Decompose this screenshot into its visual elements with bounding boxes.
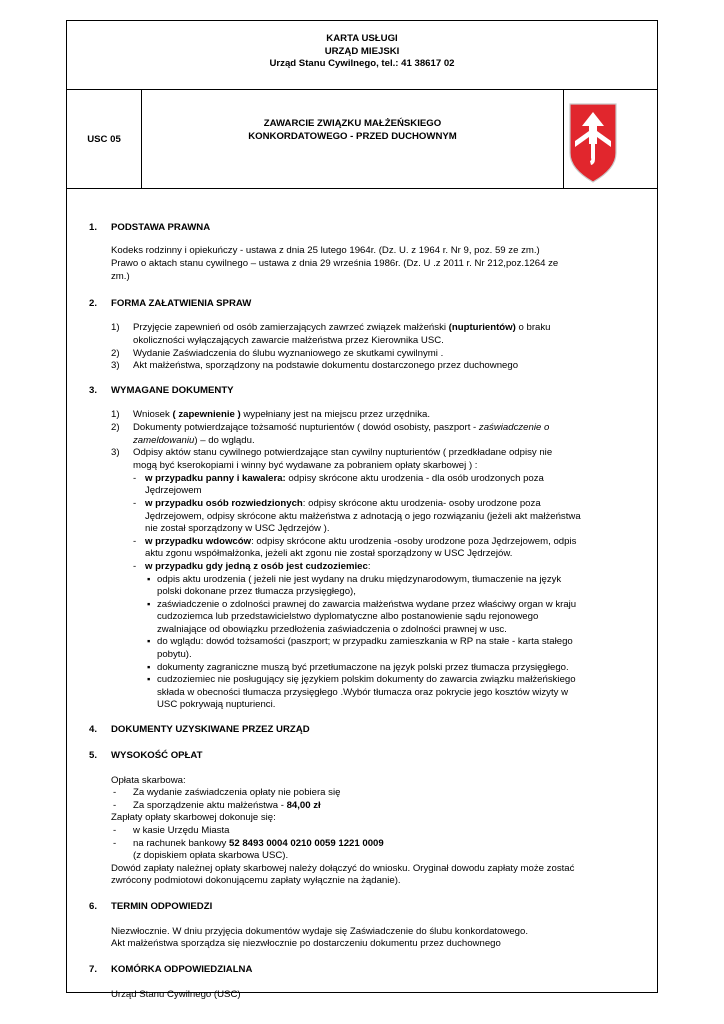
section-title: WYMAGANE DOKUMENTY [111,385,234,396]
list-number: 3) [111,360,120,371]
list-number: 1) [111,322,120,333]
list-item: Przyjęcie zapewnień od osób zamierzających zawrzeć związek małżeński (nupturientów) o braku [133,322,551,333]
legal-basis-line: zm.) [111,271,130,282]
dash-marker: - [113,787,117,798]
card-title: KARTA USŁUGI [326,33,398,44]
dash-marker: - [133,498,137,509]
deadline-line: Akt małżeństwa sporządza się niezwłocznie po dostarczeniu dokumentu przez duchownego [111,938,501,949]
bullet-item: cudzoziemiec nie posługujący się językiem polskim dokumenty do zawarcia związku małżeńskiego [157,674,576,685]
section-title: TERMIN ODPOWIEDZI [111,901,213,912]
list-number: 3) [111,447,120,458]
header-service [67,90,657,189]
dash-marker: - [113,838,117,849]
bullet-marker: ▪ [147,636,151,647]
legal-basis-line: Prawo o aktach stanu cywilnego – ustawa z dnia 29 września 1986r. (Dz. U .z 2011 r. Nr 212,poz.1264 ze [111,258,559,269]
bullet-item: do wglądu: dowód tożsamości (paszport; w przypadku zamieszkania w RP na stałe - karta stałego [157,636,573,647]
fee-line: Zapłaty opłaty skarbowej dokonuje się: [111,812,276,823]
service-title [142,90,564,188]
service-title-line2: KONKORDATOWEGO - PRZED DUCHOWNYM [248,130,457,142]
bank-account-line: na rachunek bankowy 52 8493 0004 0210 0059 1221 0009 [133,838,384,849]
section-title: KOMÓRKA ODPOWIEDZIALNA [111,964,253,975]
section-title: PODSTAWA PRAWNA [111,222,211,233]
dash-marker: - [133,473,137,484]
responsible-unit: Urząd Stanu Cywilnego (USC) [111,989,241,1000]
bullet-item: dokumenty zagraniczne muszą być przetłumaczone na język polski przez tłumacza przysięgłego. [157,662,569,673]
fee-line: Za sporządzenie aktu małżeństwa - 84,00 zł [133,800,321,811]
section-title: FORMA ZAŁATWIENIA SPRAW [111,298,252,309]
bullet-marker: ▪ [147,662,151,673]
legal-basis-line: Kodeks rodzinny i opiekuńczy - ustawa z dnia 25 lutego 1964r. (Dz. U. z 1964 r. Nr 9, poz. 59 ze zm.) [111,245,540,256]
bullet-item-cont: pobytu). [157,649,192,660]
section-number: 4. [89,724,98,735]
section-number: 2. [89,298,98,309]
sub-item-cont: Jędrzejowem, odpisy skrócone aktu małżeństwa z adnotacją o jego rozwiązaniu (jeżeli akt małżeństwa [145,511,581,522]
bullet-item-cont: zwalniające od obowiązku przedłożenia zaświadczenia o zdolności prawnej w usc. [157,624,507,635]
bullet-item: zaświadczenie o zdolności prawnej do zawarcia małżeństwa wydane przez właściwy organ w kraju [157,599,577,610]
sub-item-cont: Jędrzejowem [145,485,202,496]
dash-marker: - [113,800,117,811]
section-number: 7. [89,964,98,975]
bullet-item: odpis aktu urodzenia ( jeżeli nie jest wydany na druku międzynarodowym, tłumaczenie na język [157,574,562,585]
sub-item: w przypadku osób rozwiedzionych: odpisy skrócone aktu urodzenia- osoby urodzone poza [145,498,541,509]
list-item-cont: zameldowaniu) – do wglądu. [133,435,255,446]
header-top [67,21,657,90]
bullet-item-cont: USC pokrywają nupturienci. [157,699,276,710]
service-code: USC 05 [67,90,142,188]
list-item: Wydanie Zaświadczenia do ślubu wyznaniowego ze skutkami cywilnymi . [133,348,444,359]
section-title: WYSOKOŚĆ OPŁAT [111,750,203,761]
section-number: 6. [89,901,98,912]
list-item: Akt małżeństwa, sporządzony na podstawie dokumentu dostarczonego przez duchownego [133,360,519,371]
sub-item: w przypadku wdowców: odpisy skrócone aktu urodzenia -osoby urodzone poza Jędrzejowem, odpis [145,536,577,547]
bullet-marker: ▪ [147,574,151,585]
deadline-line: Niezwłocznie. W dniu przyjęcia dokumentów wydaje się Zaświadczenie do ślubu konkordatowego. [111,926,529,937]
fee-line: Za wydanie zaświadczenia opłaty nie pobiera się [133,787,341,798]
list-item-cont: mogą być kserokopiami i winny być wydawane za pobraniem opłaty skarbowej ) : [133,460,478,471]
service-title-line1: ZAWARCIE ZWIĄZKU MAŁŻEŃSKIEGO [263,118,442,129]
dash-marker: - [113,825,117,836]
fee-line: w kasie Urzędu Miasta [133,825,230,836]
service-card-frame [66,20,658,1000]
coat-of-arms-icon [569,103,617,183]
fee-line: Opłata skarbowa: [111,775,186,786]
fee-line: (z dopiskiem opłata skarbowa USC). [133,850,289,861]
fee-line: zwrócony podmiotowi dokonującemu zapłaty wyłącznie na żądanie). [111,875,401,886]
list-number: 1) [111,409,120,420]
bullet-marker: ▪ [147,599,151,610]
bullet-item-cont: cudzoziemca lub przedstawicielstwo dyplomatyczne albo postanowienie sądu rejonowego [157,611,539,622]
list-item-cont: okoliczności wyłączających zawarcie małżeństwa przez Kierownika USC. [133,335,444,346]
list-number: 2) [111,422,120,433]
sub-item-cont: nie został sporządzony w USC Jędrzejów ). [145,523,330,534]
section-number: 3. [89,385,98,396]
dash-marker: - [133,536,137,547]
sub-item-cont: aktu zgonu współmałżonka, jeżeli akt zgonu nie został sporządzony w USC Jędrzejów. [145,548,513,559]
list-item: Dokumenty potwierdzające tożsamość nupturientów ( dowód osobisty, paszport - zaświadczenie o [133,422,550,433]
office-contact: Urząd Stanu Cywilnego, tel.: 41 38617 02 [269,58,455,69]
office-name: URZĄD MIEJSKI [324,45,400,57]
sub-item: w przypadku gdy jedną z osób jest cudzoziemiec: [145,561,371,572]
bullet-item-cont: polski dokonane przez tłumacza przysięgłego), [157,586,356,597]
bullet-marker: ▪ [147,674,151,685]
list-item: Odpisy aktów stanu cywilnego potwierdzające stan cywilny nupturientów ( przedkładane odpisy nie [133,447,553,458]
fee-line: Dowód zapłaty należnej opłaty skarbowej należy dołączyć do wniosku. Oryginał dowodu zapłaty może zostać [111,863,575,874]
sub-item: w przypadku panny i kawalera: odpisy skrócone aktu urodzenia - dla osób urodzonych poza [145,473,544,484]
section-number: 5. [89,750,98,761]
list-item: Wniosek ( zapewnienie ) wypełniany jest na miejscu przez urzędnika. [133,409,430,420]
bullet-item-cont: składa w obecności tłumacza przysięgłego .Wybór tłumacza oraz pokrycie jego kosztów wizyty w [157,687,569,698]
section-number: 1. [89,222,98,233]
list-number: 2) [111,348,120,359]
dash-marker: - [133,561,137,572]
section-title: DOKUMENTY UZYSKIWANE PRZEZ URZĄD [111,724,310,735]
